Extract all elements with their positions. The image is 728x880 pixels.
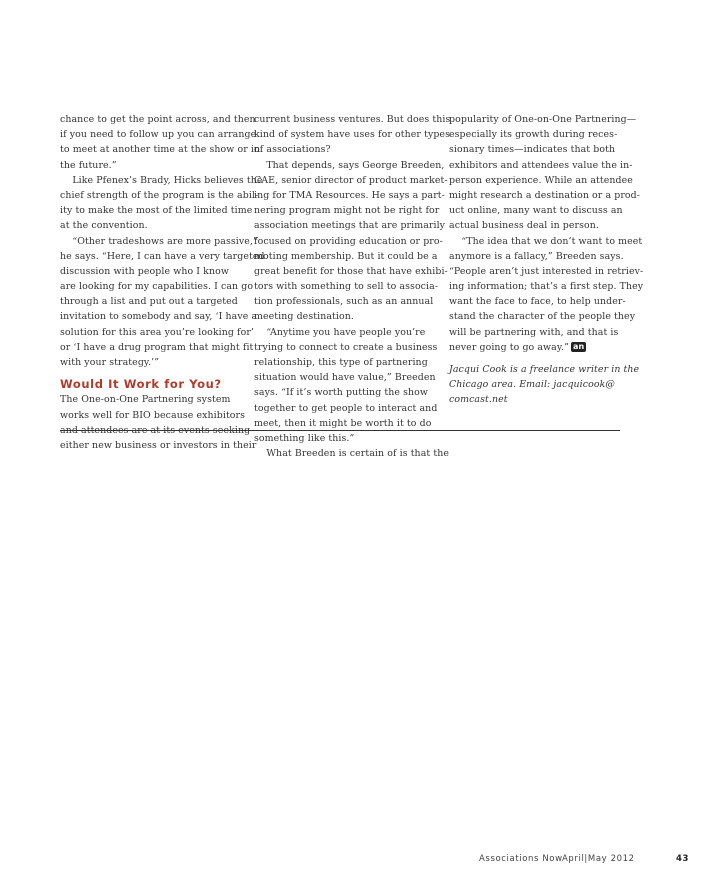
text-line: are looking for my capabilities. I can go bbox=[60, 281, 254, 293]
text-line: current business ventures. But does this bbox=[254, 114, 451, 125]
text-line: especially its growth during reces- bbox=[449, 129, 618, 141]
footer-issue-date: April|May 2012 bbox=[562, 854, 635, 864]
article-column-1 bbox=[60, 112, 265, 453]
text-line: nering program might not be right for bbox=[254, 205, 440, 217]
text-line: says. “If it’s worth putting the show bbox=[254, 387, 429, 399]
text-line: “Other tradeshows are more passive,” bbox=[60, 235, 258, 247]
text-line: sionary times—indicates that both bbox=[449, 144, 616, 156]
text-line: he says. “Here, I can have a very targeted bbox=[60, 250, 265, 262]
text-line: chief strength of the program is the abil- bbox=[60, 189, 259, 201]
text-line: CAE, senior director of product market- bbox=[254, 174, 448, 186]
text-line: uct online, many want to discuss an bbox=[449, 205, 623, 217]
text-line: comcast.net bbox=[449, 394, 508, 406]
text-line: solution for this area you’re looking for’ bbox=[60, 326, 255, 338]
text-line: meeting destination. bbox=[254, 311, 354, 323]
footer-publication-name: Associations Now bbox=[479, 854, 563, 864]
text-line: ity to make the most of the limited time bbox=[60, 205, 253, 217]
text-line: actual business deal in person. bbox=[449, 220, 599, 232]
text-line: situation would have value,” Breeden bbox=[254, 372, 436, 384]
text-line: focused on providing education or pro- bbox=[254, 235, 443, 247]
text-line: either new business or investors in their bbox=[60, 439, 257, 451]
text-line: tors with something to sell to associa- bbox=[254, 281, 439, 293]
text-line: with your strategy.’” bbox=[60, 357, 160, 368]
text-line: want the face to face, to help under- bbox=[449, 296, 626, 308]
author-bio bbox=[449, 362, 640, 408]
text-line: at the convention. bbox=[60, 220, 148, 232]
text-line: something like this.” bbox=[254, 432, 355, 444]
text-line: Chicago area. Email: jacquicook@ bbox=[449, 379, 615, 391]
text-line: Jacqui Cook is a freelance writer in the bbox=[449, 364, 640, 375]
text-line: if you need to follow up you can arrange bbox=[60, 129, 257, 141]
text-line: anymore is a fallacy,” Breeden says. bbox=[449, 250, 624, 262]
text-line: to meet at another time at the show or in bbox=[60, 144, 261, 156]
column-2-text bbox=[254, 112, 451, 461]
text-line: ing information; that’s a first step. They bbox=[449, 281, 644, 293]
page-number: 43 bbox=[676, 854, 690, 864]
text-line: the future.” bbox=[60, 159, 117, 171]
text-line: tion professionals, such as an annual bbox=[254, 296, 434, 308]
section-heading: Would It Work for You? bbox=[60, 377, 222, 392]
text-line: meet, then it might be worth it to do bbox=[254, 417, 432, 429]
text-line: through a list and put out a targeted bbox=[60, 296, 238, 308]
column-1-text-b bbox=[60, 392, 257, 453]
text-line: That depends, says George Breeden, bbox=[254, 159, 445, 171]
text-line: will be partnering with, and that is bbox=[449, 326, 619, 338]
text-line: The One-on-One Partnering system bbox=[60, 394, 231, 406]
article-column-2 bbox=[254, 112, 451, 461]
text-line: popularity of One-on-One Partnering— bbox=[449, 114, 637, 125]
text-line: stand the character of the people they bbox=[449, 311, 636, 323]
text-line: ing for TMA Resources. He says a part- bbox=[254, 189, 445, 201]
text-line: trying to connect to create a business bbox=[254, 341, 438, 353]
text-line: “The idea that we don’t want to meet bbox=[449, 235, 643, 247]
closing-text: never going to go away.” bbox=[449, 341, 569, 353]
text-line: great benefit for those that have exhibi- bbox=[254, 265, 448, 277]
article-column-3 bbox=[449, 112, 644, 408]
article-bottom-rule bbox=[60, 430, 620, 431]
article-closing-line bbox=[449, 340, 629, 355]
text-line: invitation to somebody and say, ‘I have a bbox=[60, 311, 258, 323]
text-line: discussion with people who I know bbox=[60, 265, 229, 277]
column-3-text bbox=[449, 112, 644, 340]
text-line: What Breeden is certain of is that the bbox=[254, 448, 449, 460]
text-line: moting membership. But it could be a bbox=[254, 250, 438, 262]
text-line: might research a destination or a prod- bbox=[449, 189, 641, 201]
column-1-text-a bbox=[60, 112, 265, 370]
text-line: together to get people to interact and bbox=[254, 402, 438, 414]
text-line: kind of system have uses for other types bbox=[254, 129, 450, 141]
text-line: and attendees are at its events seeking bbox=[60, 424, 251, 436]
end-mark-logo: an bbox=[573, 341, 585, 351]
text-line: person experience. While an attendee bbox=[449, 174, 633, 186]
text-line: chance to get the point across, and then bbox=[60, 114, 256, 125]
text-line: Like Pfenex’s Brady, Hicks believes the bbox=[60, 174, 263, 186]
text-line: relationship, this type of partnering bbox=[254, 357, 428, 368]
text-line: “People aren’t just interested in retriev- bbox=[449, 265, 644, 277]
text-line: works well for BIO because exhibitors bbox=[60, 409, 246, 421]
text-line: association meetings that are primarily bbox=[254, 220, 446, 232]
text-line: or ‘I have a drug program that might fit bbox=[60, 341, 254, 353]
text-line: exhibitors and attendees value the in- bbox=[449, 159, 633, 171]
bio-spacer bbox=[449, 355, 629, 362]
text-line: of associations? bbox=[254, 144, 331, 156]
text-line: “Anytime you have people you’re bbox=[254, 326, 426, 338]
